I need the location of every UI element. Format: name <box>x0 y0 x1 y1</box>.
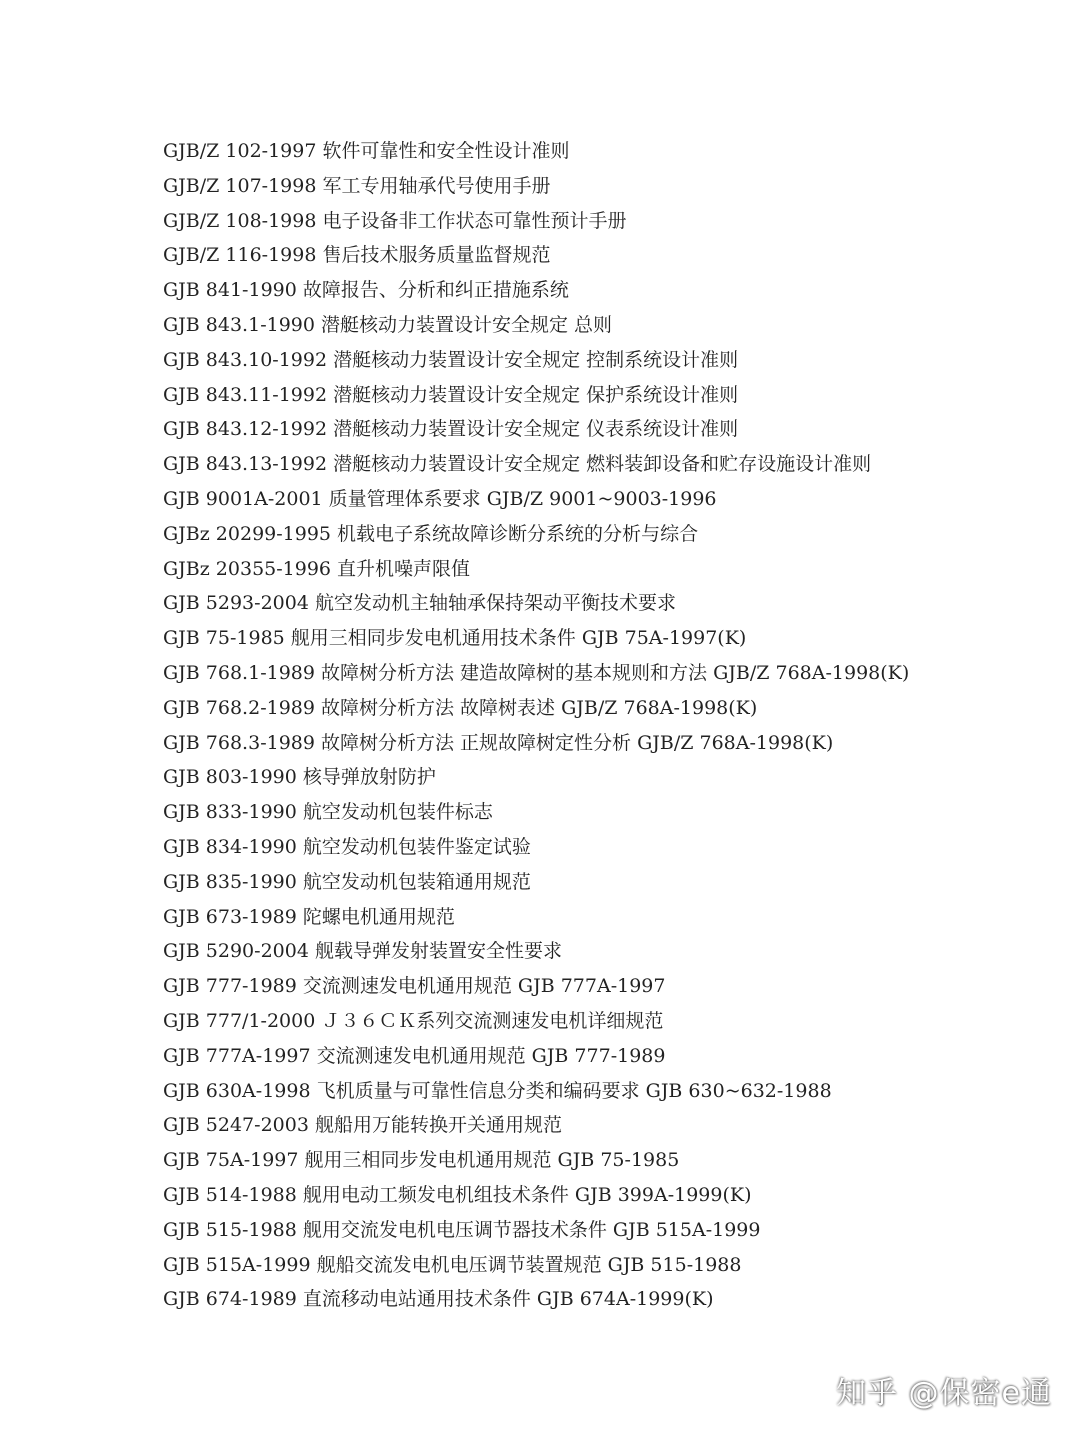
list-item: GJB 833-1990 航空发动机包装件标志 <box>163 801 493 824</box>
list-item: GJB 515A-1999 舰船交流发电机电压调节装置规范 GJB 515-1988 <box>163 1253 742 1276</box>
list-item: GJB 75-1985 舰用三相同步发电机通用技术条件 GJB 75A-1997(K) <box>163 627 747 650</box>
list-item: GJB 843.13-1992 潜艇核动力装置设计安全规定 燃料装卸设备和贮存设施设计准则 <box>163 453 872 476</box>
list-item: GJB 673-1989 陀螺电机通用规范 <box>163 905 455 928</box>
list-item: GJB 777A-1997 交流测速发电机通用规范 GJB 777-1989 <box>163 1044 666 1067</box>
list-item: GJB 630A-1998 飞机质量与可靠性信息分类和编码要求 GJB 630~632-1988 <box>163 1079 832 1102</box>
list-item: GJB 514-1988 舰用电动工频发电机组技术条件 GJB 399A-1999(K) <box>163 1183 752 1206</box>
list-item: GJB/Z 102-1997 软件可靠性和安全性设计准则 <box>163 140 570 162</box>
zhihu-watermark: 知乎 @保密e通 <box>836 1376 1052 1411</box>
list-item: GJB 803-1990 核导弹放射防护 <box>163 766 436 789</box>
list-item: GJB 5247-2003 舰船用万能转换开关通用规范 <box>163 1114 562 1137</box>
list-item: GJB 835-1990 航空发动机包装箱通用规范 <box>163 870 531 893</box>
list-item: GJB 841-1990 故障报告、分析和纠正措施系统 <box>163 279 569 302</box>
list-item: GJB 75A-1997 舰用三相同步发电机通用规范 GJB 75-1985 <box>163 1149 680 1172</box>
list-item: GJB 843.11-1992 潜艇核动力装置设计安全规定 保护系统设计准则 <box>163 383 739 406</box>
list-item: GJB 768.1-1989 故障树分析方法 建造故障树的基本规则和方法 GJB/Z 768A-1998(K) <box>163 661 910 684</box>
list-item: GJB 777/1-2000 Ｊ３６ＣＫ系列交流测速发电机详细规范 <box>163 1009 664 1032</box>
list-item: GJBz 20355-1996 直升机噪声限值 <box>163 557 471 580</box>
list-item: GJB 9001A-2001 质量管理体系要求 GJB/Z 9001~9003-1996 <box>163 487 717 510</box>
list-item: GJB 843.10-1992 潜艇核动力装置设计安全规定 控制系统设计准则 <box>163 348 739 371</box>
list-item: GJB 768.3-1989 故障树分析方法 正规故障树定性分析 GJB/Z 768A-1998(K) <box>163 731 834 754</box>
list-item: GJB 777-1989 交流测速发电机通用规范 GJB 777A-1997 <box>163 975 666 998</box>
list-item: GJB/Z 108-1998 电子设备非工作状态可靠性预计手册 <box>163 209 627 232</box>
list-item: GJB 5290-2004 舰载导弹发射装置安全性要求 <box>163 940 562 963</box>
list-item: GJB 834-1990 航空发动机包装件鉴定试验 <box>163 835 531 858</box>
list-item: GJB 5293-2004 航空发动机主轴轴承保持架动平衡技术要求 <box>163 592 676 615</box>
list-item: GJB/Z 107-1998 军工专用轴承代号使用手册 <box>163 174 551 197</box>
list-item: GJB 768.2-1989 故障树分析方法 故障树表述 GJB/Z 768A-1998(K) <box>163 696 758 719</box>
standards-list <box>163 134 923 1317</box>
list-item: GJB 674-1989 直流移动电站通用技术条件 GJB 674A-1999(K) <box>163 1288 714 1311</box>
list-item: GJBz 20299-1995 机载电子系统故障诊断分系统的分析与综合 <box>163 522 699 545</box>
list-item: GJB 843.12-1992 潜艇核动力装置设计安全规定 仪表系统设计准则 <box>163 418 739 441</box>
list-item: GJB/Z 116-1998 售后技术服务质量监督规范 <box>163 244 551 267</box>
list-item: GJB 843.1-1990 潜艇核动力装置设计安全规定 总则 <box>163 313 613 336</box>
list-item: GJB 515-1988 舰用交流发电机电压调节器技术条件 GJB 515A-1999 <box>163 1218 761 1241</box>
